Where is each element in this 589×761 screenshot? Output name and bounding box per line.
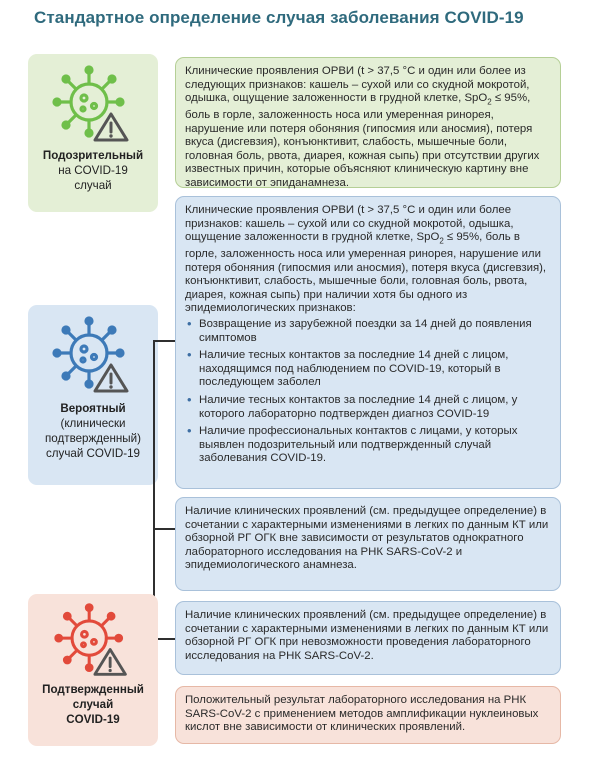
suspect-label-line1: Подозрительный [42,149,144,162]
virus-warning-icon [51,62,135,146]
probable-label-line1: Вероятный [60,402,126,415]
page-title: Стандартное определение случая заболевания COVID-19 [34,8,524,27]
probable-spo2-sub: 2 [439,236,444,246]
bracket-tick-top [153,340,175,342]
confirmed-definition-text: Положительный результат лабораторного исследования на РНК SARS-CoV-2 с применением методов амплификации нуклеиновых кислот вне зависимости от клинических проявлений. [185,694,539,734]
probable-text-post: ≤ 95%, боль в горле, заложенность носа или умеренная ринорея, нарушение или потеря обоняния (гипосмия или аносмия), потеря вкуса (дисгевзия), конъюнктивит, слабость, мышечные боли, головная боль, рвота, диарея, кожная сыпь) при наличии хотя бы одного из эпидемиологических признаков: [185,231,547,315]
probable-definition-box-2 [175,497,561,591]
list-item: • Наличие профессиональных контактов с лицами, у которых выявлен подозрительный или подтвержденный случай заболевания COVID-19. [185,425,552,466]
suspect-definition-box [175,57,561,188]
probable-label-line2: (клинически [60,417,126,430]
virus-warning-icon [51,313,135,397]
probable-definition-box-1 [175,196,561,489]
suspect-label-line3: случай [74,179,112,192]
probable-definition-text-1 [185,204,552,316]
suspect-category-box [28,54,158,212]
confirmed-label-line1: Подтвержденный [42,683,144,696]
probable-text-pre: Клинические проявления ОРВИ (t > 37,5 °С и один или более признаков: кашель – сухой или со скудной мокротой, одышка, ощущение заложенности в грудной клетке, SpO [185,204,514,244]
list-item: • Наличие тесных контактов за последние 14 дней с лицом, находящимся под наблюдением по COVID-19, который в последующем заболел [185,349,552,390]
probable-label [28,401,158,461]
suspect-label [28,148,158,193]
virus-warning-icon [53,600,133,680]
confirmed-category-box [28,594,158,746]
suspect-spo2-sub: 2 [487,97,492,107]
list-item: • Возвращение из зарубежной поездки за 14 дней до появления симптомов [185,318,552,345]
list-item: • Наличие тесных контактов за последние 14 дней с лицом, у которого лабораторно подтвержден диагноз COVID-19 [185,394,552,421]
confirmed-label-line3: COVID-19 [66,713,120,726]
suspect-text-post: ≤ 95%, боль в горле, заложенность носа или умеренная ринорея, нарушение или потеря обоняния (гипосмия или аносмия), потеря вкуса (дисгевзия), конъюнктивит, слабость, мышечные боли, головная боль, рвота, диарея, кожная сыпь) при отсутствии других известных причин, которые объясняют клиническую картину вне зависимости от эпиданамнеза. [185,92,540,190]
probable-label-line3: подтвержденный) [45,432,141,445]
probable-definition-box-3 [175,601,561,675]
suspect-label-line2: на COVID-19 [58,164,128,177]
confirmed-label-line2: случай [72,698,114,711]
bracket-tick-middle [153,528,175,530]
probable-category-box [28,305,158,485]
epidemiological-criteria-list [185,318,552,466]
suspect-text-pre: Клинические проявления ОРВИ (t > 37,5 °С и один или более из следующих признаков: кашель – сухой или со скудной мокротой, одышка, ощущение заложенности в грудной клетке, SpO [185,65,530,105]
confirmed-label [28,682,158,727]
probable-definition-text-2: Наличие клинических проявлений (см. предыдущее определение) в сочетании с характерными изменениями в легких по данным КТ или обзорной РГ ОГК вне зависимости от результатов однократного лабораторного исследования на РНК SARS-CoV-2 и эпидемиологического анамнеза. [185,505,549,572]
suspect-definition-text [185,65,552,191]
probable-label-line4: случай COVID-19 [45,447,141,460]
confirmed-definition-box [175,686,561,744]
probable-definition-text-3: Наличие клинических проявлений (см. предыдущее определение) в сочетании с характерными изменениями в легких по данным КТ или обзорной РГ ОГК при невозможности проведения лабораторного исследования на РНК SARS-CoV-2. [185,609,549,662]
